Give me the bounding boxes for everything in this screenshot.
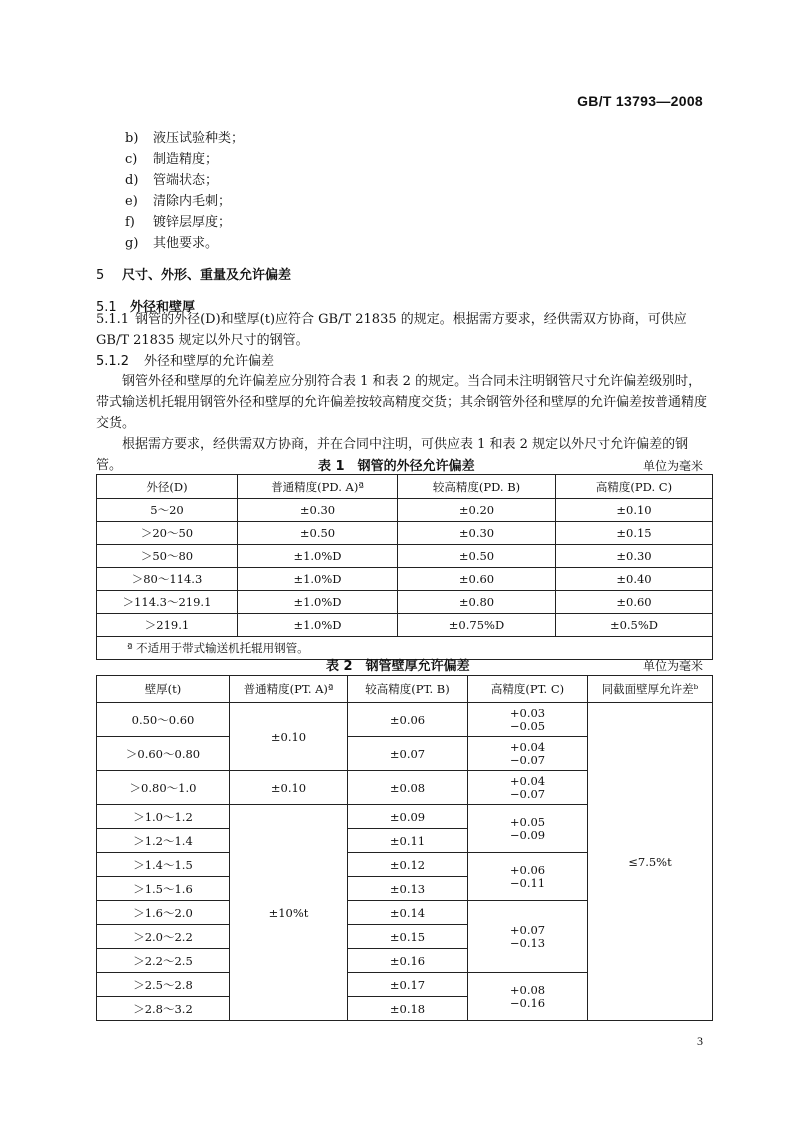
table-cell: ＞0.80～1.0 [97,771,230,805]
tolerance-minus: −0.09 [509,827,546,842]
section-number: 5 [96,268,105,283]
table-cell: ＞80～114.3 [97,568,238,591]
tolerance-minus: −0.16 [509,995,546,1010]
list-marker: e) [125,194,138,209]
table-row [97,591,713,614]
table-cell: ±1.0%D [238,591,398,614]
list-text: 液压试验种类； [153,131,245,146]
table-row [97,703,713,737]
column-header: 高精度(PT. C) [468,676,588,703]
table-cell: ±0.16 [348,949,468,973]
table-cell: ±0.09 [348,805,468,829]
list-item [125,148,218,167]
tolerance-minus: −0.07 [509,752,546,767]
list-item [125,211,231,230]
table-cell: ±1.0%D [238,614,398,637]
table-cell: ±0.50 [238,522,398,545]
list-marker: d) [125,173,139,188]
tolerance-plus: +0.04 [509,739,546,754]
table-cell: ＞1.0～1.2 [97,805,230,829]
list-marker: b) [125,131,139,146]
table-cell: ＞2.8～3.2 [97,997,230,1021]
section-number: 5.1 [96,300,117,315]
table-cell: ≤7.5%t [588,703,713,1021]
page-number: 3 [697,1034,703,1048]
table-header-row [97,676,713,703]
table-cell [468,973,588,1021]
table1-unit: 单位为毫米 [642,459,703,473]
table-cell: ±0.5%D [556,614,713,637]
table-cell [468,853,588,901]
table-cell: ±0.13 [348,877,468,901]
table-cell: ±0.20 [398,499,556,522]
table-cell: ＞1.5～1.6 [97,877,230,901]
tolerance-minus: −0.11 [509,875,546,890]
table-cell: ＞0.60～0.80 [97,737,230,771]
table-cell: 5～20 [97,499,238,522]
table-cell: ＞1.2～1.4 [97,829,230,853]
list-marker: g) [125,236,139,251]
section-5-heading [96,264,291,283]
list-text: 其他要求。 [153,236,219,251]
table-cell: ±0.30 [556,545,713,568]
paragraph: 钢管外径和壁厚的允许偏差应分别符合表 1 和表 2 的规定。当合同未注明钢管尺寸允许偏差级别时，带式输送机托辊用钢管外径和壁厚的允许偏差按较高精度交货；其余钢管外径和壁厚的允许偏差按普通精度交货。 [96,374,708,431]
table-cell: ±0.12 [348,853,468,877]
table-cell: ＞2.2～2.5 [97,949,230,973]
table-row [97,614,713,637]
table-cell: ±0.15 [348,925,468,949]
table-cell: ±1.0%D [238,568,398,591]
table-note: ª 不适用于带式输送机托辊用钢管。 [97,637,713,660]
column-header: 普通精度(PD. A)ª [238,475,398,499]
section-5-1-2-heading [96,350,274,369]
section-number: 5.1.1 [96,312,130,327]
tolerance-minus: −0.13 [509,935,546,950]
list-item [125,190,231,209]
column-header: 普通精度(PT. A)ª [230,676,348,703]
paragraph-text: 钢管的外径(D)和壁厚(t)应符合 GB/T 21835 的规定。根据需方要求，经供需双方协商，可供应 GB/T 21835 规定以外尺寸的钢管。 [96,312,687,348]
table-cell: ±0.30 [398,522,556,545]
list-text: 制造精度； [153,152,219,167]
table-cell: ±0.14 [348,901,468,925]
list-text: 管端状态； [153,173,219,188]
list-text: 清除内毛刺； [153,194,232,209]
tolerance-plus: +0.03 [509,705,546,720]
table2-unit: 单位为毫米 [642,659,703,673]
table2 [96,675,713,1021]
table-cell: ±0.17 [348,973,468,997]
table-cell: ±0.10 [230,703,348,771]
section-title: 外径和壁厚的允许偏差 [144,354,275,369]
table-cell: ±10%t [230,805,348,1021]
table-cell: ＞1.4～1.5 [97,853,230,877]
list-item [125,169,218,188]
tolerance-plus: +0.07 [509,922,546,937]
table-cell: ±0.75%D [398,614,556,637]
table-cell: ＞20～50 [97,522,238,545]
table1 [96,474,713,660]
list-text: 镀锌层厚度； [153,215,232,230]
paragraph: 根据需方要求，经供需双方协商，并在合同中注明，可供应表 1 和表 2 规定以外尺寸允许偏差的钢管。 [96,437,689,473]
table-cell: ±0.10 [230,771,348,805]
table-cell [468,771,588,805]
table-row [97,545,713,568]
tolerance-plus: +0.04 [509,773,546,788]
table-cell: ±0.08 [348,771,468,805]
section-5-1-1-paragraph [96,309,710,351]
tolerance-minus: −0.05 [509,718,546,733]
table1-caption: 表 1 钢管的外径允许偏差 [318,459,475,474]
list-marker: f) [125,215,135,230]
section-title: 外径和壁厚 [130,300,196,315]
column-header: 较高精度(PT. B) [348,676,468,703]
table-header-row [97,475,713,499]
table-cell: ±0.07 [348,737,468,771]
table-cell: ±0.40 [556,568,713,591]
list-item [125,127,244,146]
list-item [125,232,218,251]
tolerance-plus: +0.08 [509,982,546,997]
section-number: 5.1.2 [96,354,130,369]
section-title: 尺寸、外形、重量及允许偏差 [122,268,292,283]
column-header: 同截面壁厚允许差ᵇ [588,676,713,703]
table-cell: ＞2.0～2.2 [97,925,230,949]
column-header: 较高精度(PD. B) [398,475,556,499]
table-cell: ＞50～80 [97,545,238,568]
table-cell: ±0.30 [238,499,398,522]
table-row [97,568,713,591]
table-cell: ±0.18 [348,997,468,1021]
table-cell: 0.50～0.60 [97,703,230,737]
table-cell: ＞2.5～2.8 [97,973,230,997]
table-cell: ±0.15 [556,522,713,545]
column-header: 壁厚(t) [97,676,230,703]
table-cell: ＞114.3～219.1 [97,591,238,614]
standard-number: GB/T 13793—2008 [577,93,703,109]
table-cell: ±0.50 [398,545,556,568]
column-header: 外径(D) [97,475,238,499]
list-marker: c) [125,152,138,167]
tolerance-plus: +0.05 [509,814,546,829]
table-row [97,522,713,545]
table-cell: ＞1.6～2.0 [97,901,230,925]
table-cell: ±0.06 [348,703,468,737]
table-cell: ±0.60 [556,591,713,614]
table-cell: ±0.10 [556,499,713,522]
table-cell: ±0.80 [398,591,556,614]
table-cell: ±1.0%D [238,545,398,568]
column-header: 高精度(PD. C) [556,475,713,499]
tolerance-plus: +0.06 [509,862,546,877]
table-cell: ＞219.1 [97,614,238,637]
table-cell [468,737,588,771]
table-cell [468,805,588,853]
table-cell: ±0.11 [348,829,468,853]
table2-caption: 表 2 钢管壁厚允许偏差 [326,659,470,674]
table-cell [468,703,588,737]
table-cell: ±0.60 [398,568,556,591]
table-row [97,499,713,522]
table-cell [468,901,588,973]
tolerance-minus: −0.07 [509,786,546,801]
